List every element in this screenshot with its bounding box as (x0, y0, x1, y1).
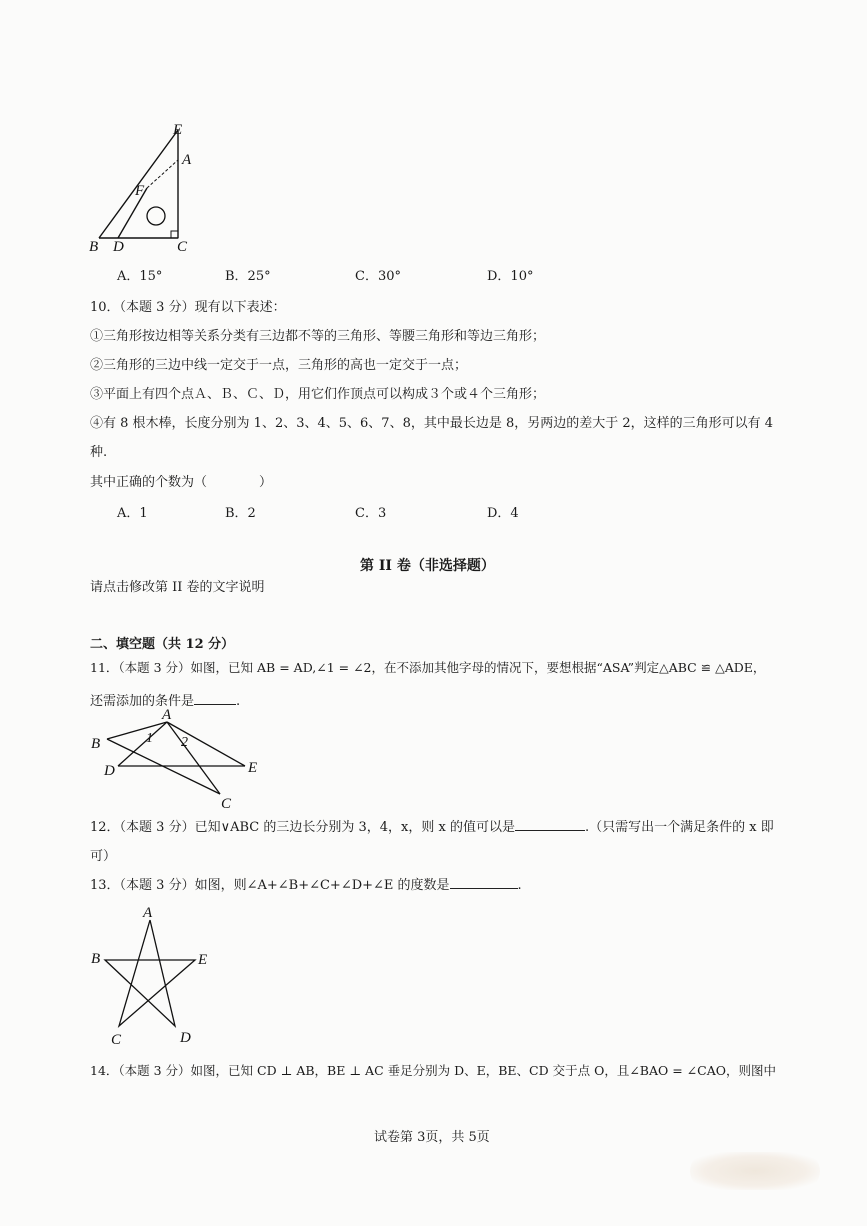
q9-option-d: D．10° (487, 269, 534, 284)
q9-option-a: A．15° (117, 269, 163, 284)
part-2-note: 请点击修改第 II 卷的文字说明 (90, 580, 265, 595)
q10-statement-4-line1: ④有 8 根木棒，长度分别为 1、2、3、4、5、6、7、8，其中最长边是 8，另两边的差大于 2，这样的三角形可以有 4 (90, 416, 774, 431)
part-2-title: 第 II 卷（非选择题） (360, 558, 495, 574)
q9-label-e: E (173, 122, 183, 138)
q10-option-c: C．3 (355, 506, 387, 521)
q11-line2-prefix: 还需添加的条件是 (90, 694, 195, 709)
q9-option-c: C．30° (355, 269, 401, 284)
q10-option-b: B．2 (225, 506, 256, 521)
page-footer: 试卷第 3页，共 5页 (374, 1130, 490, 1145)
q11-angle-2: 2 (181, 735, 188, 750)
q10-statement-1: ①三角形按边相等关系分类有三边都不等的三角形、等腰三角形和等边三角形； (90, 329, 546, 344)
q11-label-c: C (221, 796, 232, 812)
q10-option-a: A．1 (117, 506, 148, 521)
q9-label-c: C (177, 239, 188, 255)
q9-option-b: B．25° (225, 269, 271, 284)
q11-line1: 11．（本题 3 分）如图，已知 AB = AD,∠1 = ∠2，在不添加其他字母的情况下，要想根据“ASA”判定△ABC ≌ △ADE， (90, 660, 766, 675)
q13-star-figure (85, 900, 225, 1050)
q13-line1-prefix: 13．（本题 3 分）如图，则∠A+∠B+∠C+∠D+∠E 的度数是 (90, 878, 450, 893)
q13-line1-suffix: . (517, 878, 522, 893)
q11-label-d: D (104, 763, 115, 779)
q11-angle-1: 1 (146, 731, 153, 746)
q12-line1 (90, 816, 774, 835)
q12-line1-prefix: 12．（本题 3 分）已知∨ABC 的三边长分别为 3，4，x，则 x 的值可以是 (90, 820, 515, 835)
q10-option-d: D．4 (487, 506, 519, 521)
q12-line1-suffix: .（只需写出一个满足条件的 x 即 (584, 820, 774, 835)
q10-stem: 10．（本题 3 分）现有以下表述： (90, 300, 286, 315)
q11-label-b: B (91, 736, 101, 752)
q13-label-d: D (180, 1030, 191, 1046)
q14-line1: 14．（本题 3 分）如图，已知 CD ⊥ AB，BE ⊥ AC 垂足分别为 D、E，BE、CD 交于点 O，且∠BAO = ∠CAO，则图中 (90, 1063, 776, 1078)
q13-label-a: A (143, 905, 153, 921)
q11-label-e: E (248, 760, 258, 776)
q12-answer-blank[interactable] (515, 818, 585, 831)
paper-smudge (690, 1152, 820, 1190)
q11-triangles-figure (85, 706, 265, 812)
q11-label-a: A (162, 707, 172, 723)
q10-statement-3: ③平面上有四个点Ａ、Ｂ、Ｃ、Ｄ，用它们作顶点可以构成３个或４个三角形； (90, 387, 546, 402)
q13-answer-blank[interactable] (450, 876, 518, 889)
q9-label-b: B (89, 239, 99, 255)
q10-statement-4-line2: 种. (90, 445, 108, 460)
q13-line1 (90, 874, 522, 893)
q13-label-b: B (91, 951, 101, 967)
section-2-heading: 二、填空题（共 12 分） (90, 637, 235, 652)
q13-label-c: C (111, 1032, 122, 1048)
q9-label-d: D (113, 239, 124, 255)
q10-ask: 其中正确的个数为（ ） (90, 475, 273, 490)
q12-line2: 可） (90, 849, 117, 864)
q11-line2-suffix: . (236, 694, 241, 709)
q13-label-e: E (198, 952, 208, 968)
q9-label-f: F (135, 183, 145, 199)
q11-answer-blank[interactable] (194, 692, 236, 705)
q10-statement-2: ②三角形的三边中线一定交于一点，三角形的高也一定交于一点； (90, 358, 468, 373)
q9-triangle-figure (85, 118, 210, 258)
q9-label-a: A (182, 152, 192, 168)
